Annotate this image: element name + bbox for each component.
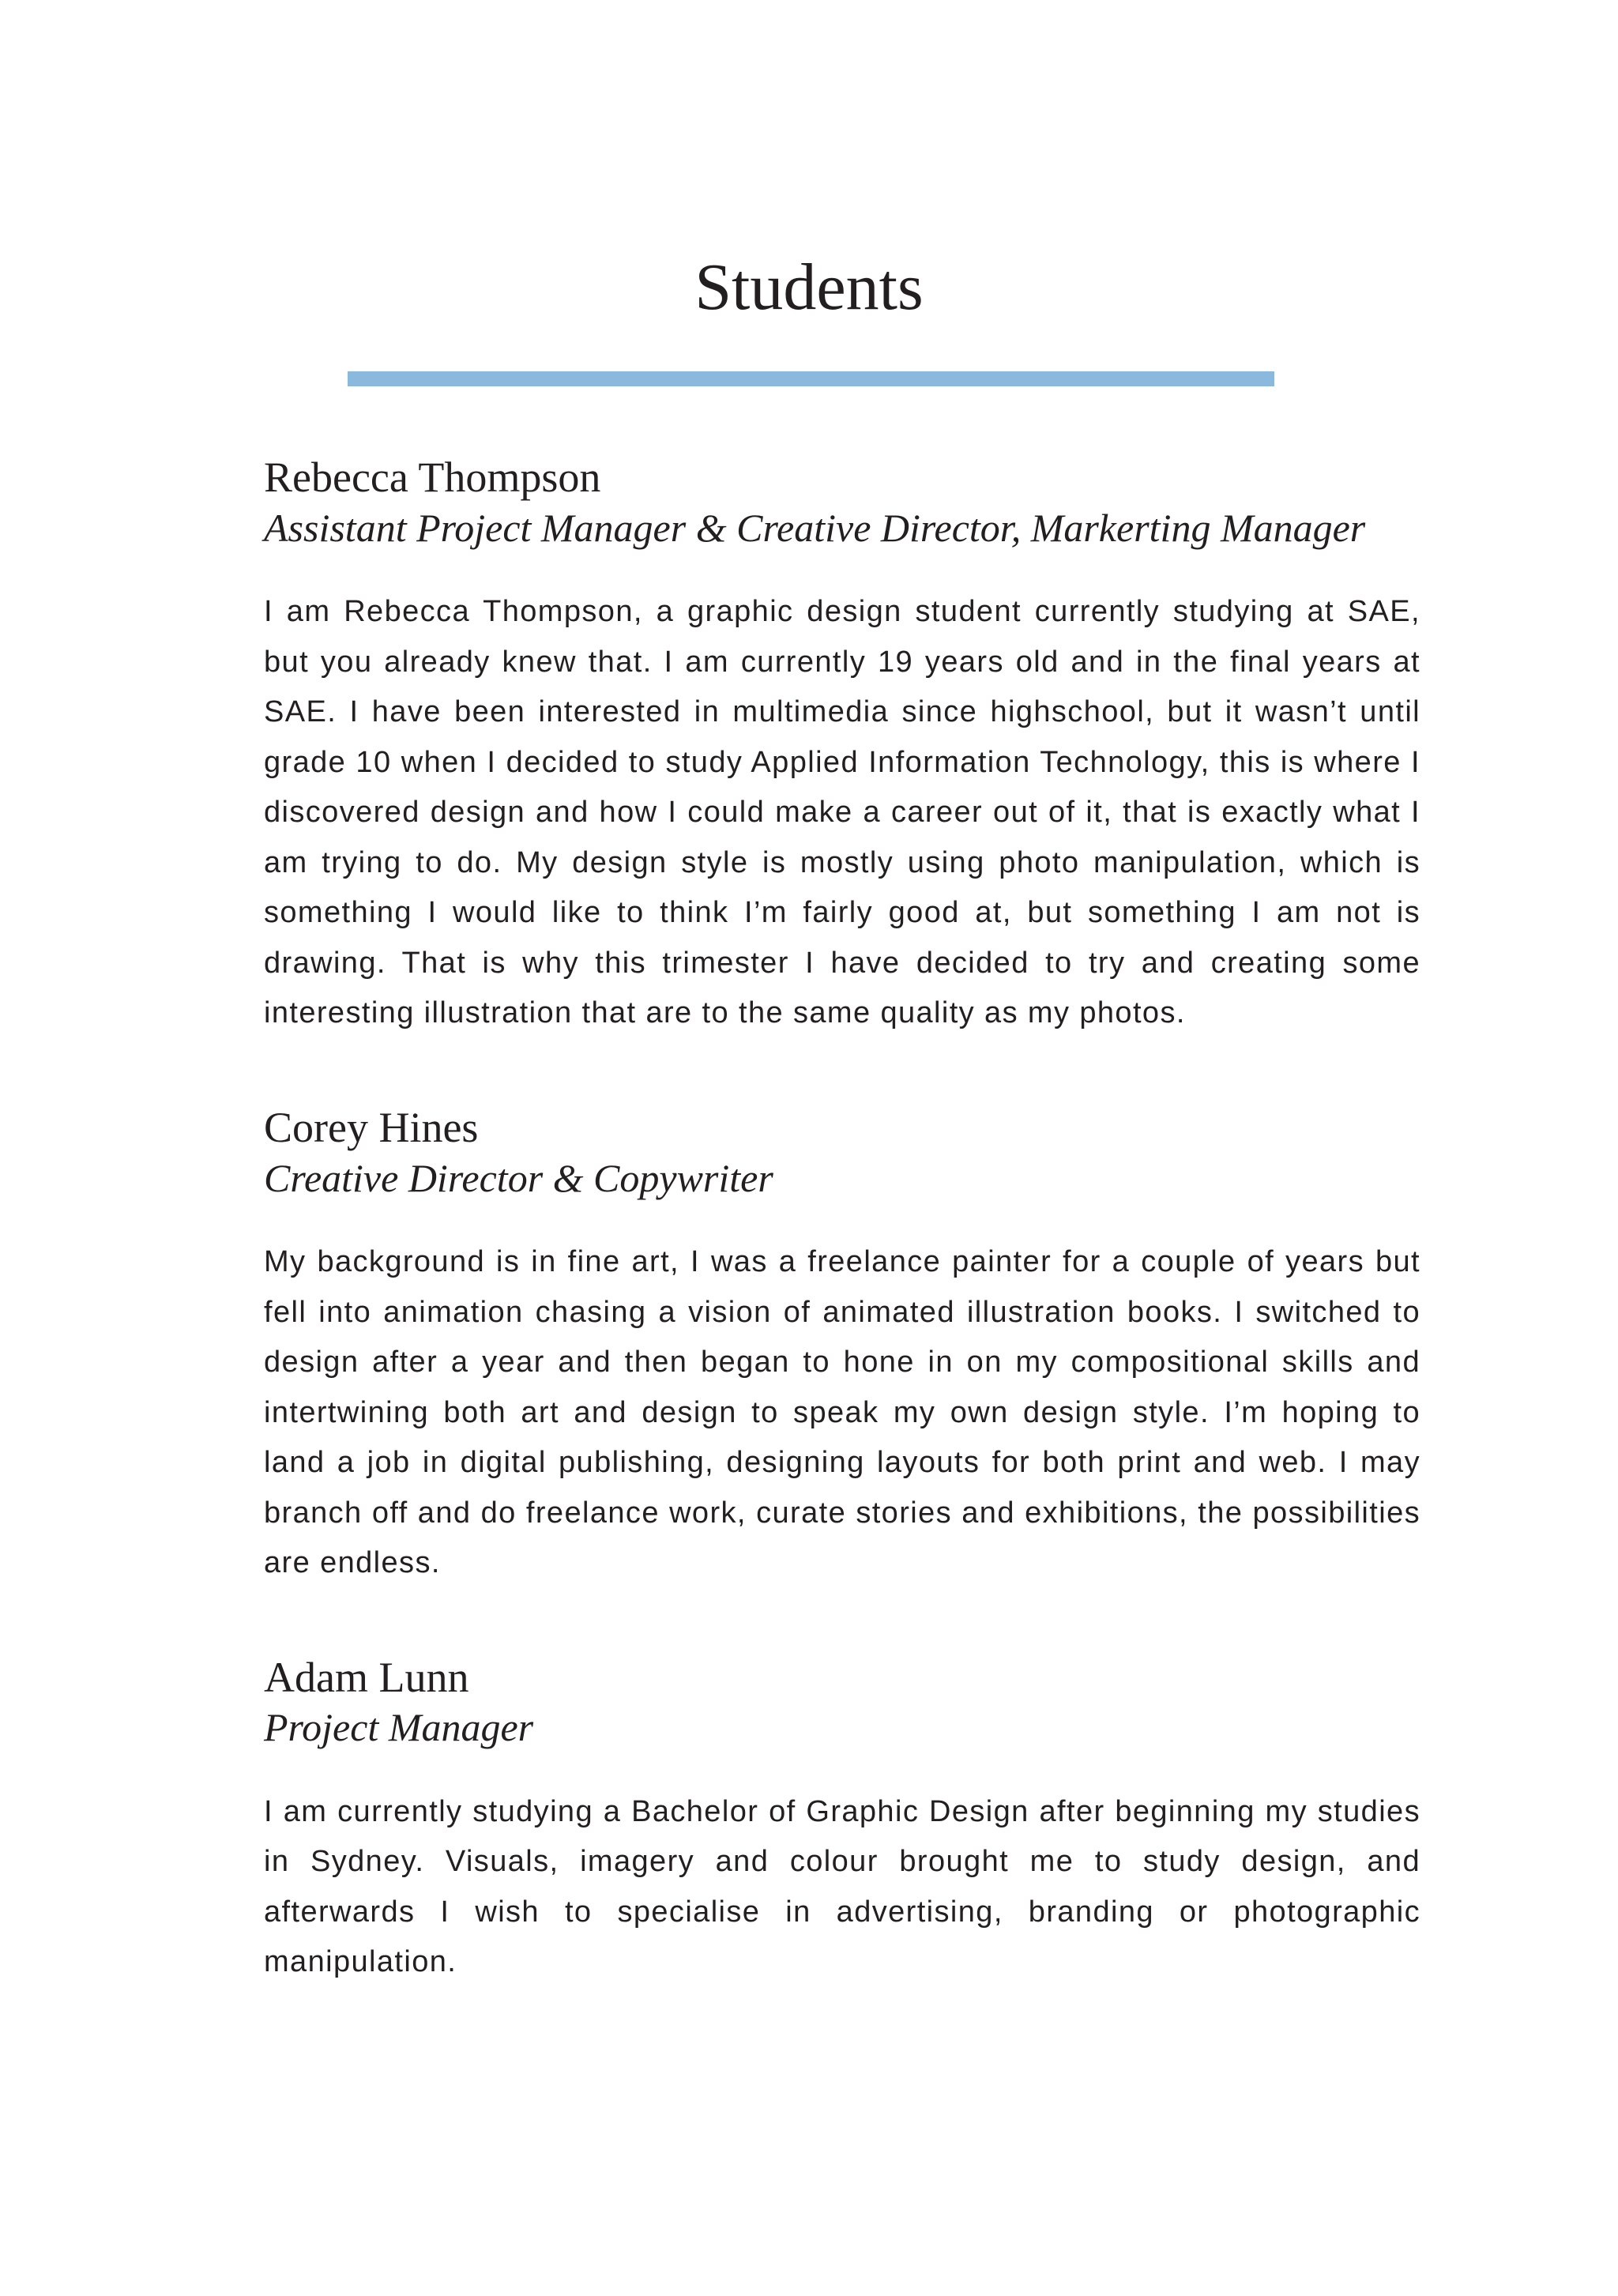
student-name: Adam Lunn — [264, 1653, 469, 1701]
student-name: Rebecca Thompson — [264, 454, 601, 501]
page-title: Students — [694, 250, 924, 324]
students-list — [264, 452, 1420, 1988]
title-divider — [348, 371, 1274, 386]
student-role: Assistant Project Manager & Creative Director, Markerting Manager — [264, 505, 1366, 550]
student-profile-adam-lunn — [264, 1652, 1420, 1988]
student-role: Creative Director & Copywriter — [264, 1155, 773, 1200]
student-profile-corey-hines — [264, 1102, 1420, 1589]
student-bio: My background is in fine art, I was a freelance painter for a couple of years but fell into animation chasing a vision of animated illustration books. I switched to design after a year and then began to hone in on my compositional skills and intertwining both art and design to speak my own design style. I’m hoping to land a job in digital publishing, designing layouts for both print and web. I may branch off and do freelance work, curate stories and exhibitions, the possibilities are endless. — [264, 1245, 1420, 1580]
student-name: Corey Hines — [264, 1103, 479, 1151]
student-bio: I am Rebecca Thompson, a graphic design student currently studying at SAE, but you already knew that. I am currently 19 years old and in the final years at SAE. I have been interested in multimedia since highschool, but it wasn’t until grade 10 when I decided to study Applied Information Technology, this is where I discovered design and how I could make a career out of it, that is exactly what I am trying to do. My design style is mostly using photo manipulation, which is something I would like to think I’m fairly good at, but something I am not is drawing. That is why this trimester I have decided to try and creating some interesting illustration that are to the same quality as my photos. — [264, 595, 1420, 1030]
student-profile-rebecca-thompson — [264, 452, 1420, 1039]
student-bio: I am currently studying a Bachelor of Graphic Design after beginning my studies in Sydney. Visuals, imagery and colour brought me to study design, and afterwards I wish to specialise in advertising, branding or photographic manipulation. — [264, 1794, 1420, 1979]
student-role: Project Manager — [264, 1705, 534, 1750]
